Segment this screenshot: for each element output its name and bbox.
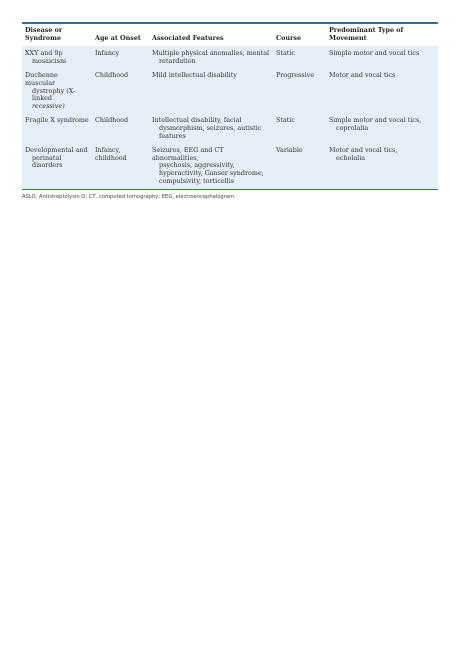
cell-onset: Infancy bbox=[92, 46, 149, 69]
cell-movement: Simple motor and vocal tics bbox=[326, 46, 438, 69]
cell-features: Multiple physical anomalies, mental retardation bbox=[149, 46, 273, 69]
cell-disease: XXY and 9p mosaicism bbox=[22, 46, 92, 69]
table-footnote: ASLO, Antistreptolysin O; CT, computed tomography; EEG, electroencephalogram. bbox=[22, 194, 236, 201]
header-course: Course bbox=[273, 24, 326, 46]
cell-onset: Childhood bbox=[92, 69, 149, 114]
cell-course: Variable bbox=[273, 144, 326, 189]
cell-course: Static bbox=[273, 114, 326, 144]
table-bottom-rule bbox=[22, 189, 438, 190]
table-header-row bbox=[22, 24, 438, 46]
header-movement: Predominant Type of Movement bbox=[326, 24, 438, 46]
table-row bbox=[22, 144, 438, 189]
cell-disease: Fragile X syndrome bbox=[22, 114, 92, 144]
header-disease: Disease or Syndrome bbox=[22, 24, 92, 46]
cell-onset: Childhood bbox=[92, 114, 149, 144]
table-row bbox=[22, 69, 438, 114]
cell-features: Mild intellectual disability bbox=[149, 69, 273, 114]
header-features: Associated Features bbox=[149, 24, 273, 46]
syndrome-table bbox=[22, 24, 438, 189]
cell-features: Intellectual disability, facial dysmorphism, seizures, autistic features bbox=[149, 114, 273, 144]
cell-movement: Motor and vocal tics bbox=[326, 69, 438, 114]
cell-course: Static bbox=[273, 46, 326, 69]
table-container bbox=[22, 22, 438, 200]
cell-features: Seizures, EEG and CT abnormalities, psychosis, aggressivity, hyperactivity, Ganser syndrome, compulsivity, torticollis bbox=[149, 144, 273, 189]
cell-course: Progressive bbox=[273, 69, 326, 114]
cell-movement: Motor and vocal tics, echolalia bbox=[326, 144, 438, 189]
cell-movement: Simple motor and vocal tics, coprolalia bbox=[326, 114, 438, 144]
header-onset: Age at Onset bbox=[92, 24, 149, 46]
table-row bbox=[22, 46, 438, 69]
cell-disease: Duchenne muscular dystrophy (X-linked recessive) bbox=[22, 69, 92, 114]
cell-onset: Infancy, childhood bbox=[92, 144, 149, 189]
table-row bbox=[22, 114, 438, 144]
cell-disease: Developmental and perinatal disorders bbox=[22, 144, 92, 189]
